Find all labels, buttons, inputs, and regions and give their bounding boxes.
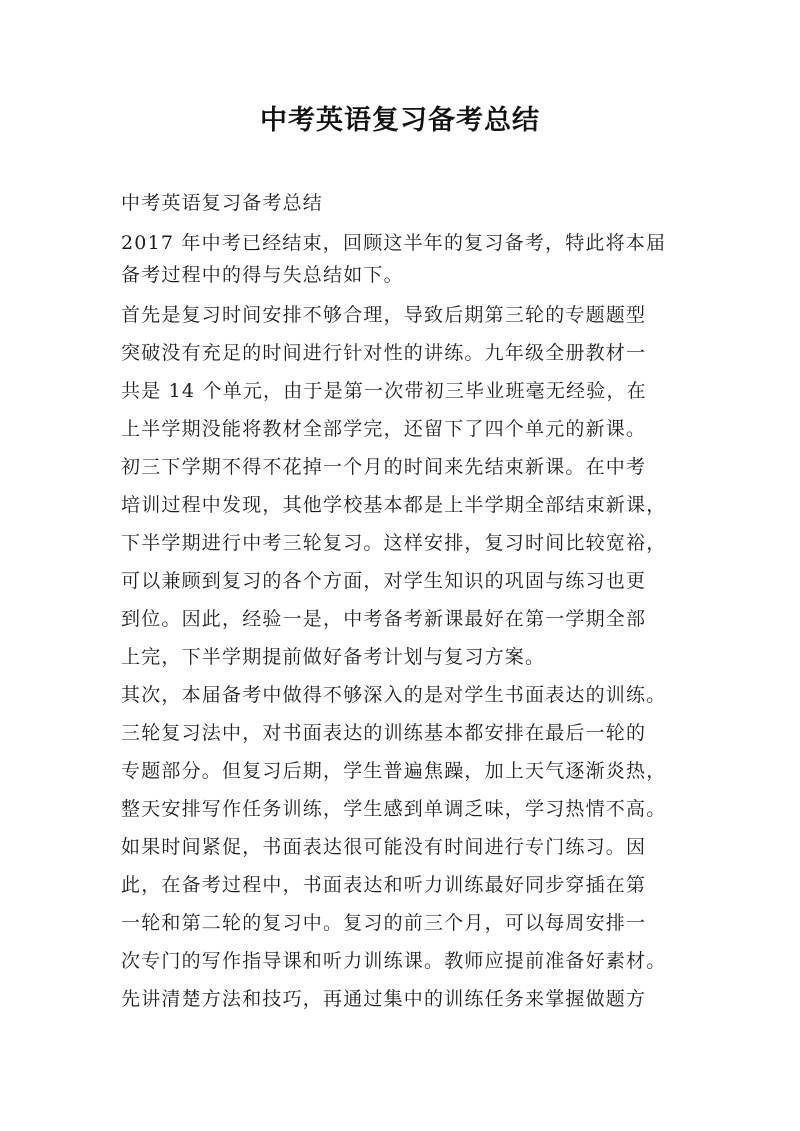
body-line: 如果时间紧促，书面表达很可能没有时间进行专门练习。因 [121, 836, 647, 858]
body-line: 备考过程中的得与失总结如下。 [121, 264, 404, 286]
body-line: 下半学期进行中考三轮复习。这样安排，复习时间比较宽裕， [121, 532, 667, 554]
body-line: 一轮和第二轮的复习中。复习的前三个月，可以每周安排一 [121, 912, 647, 934]
body-line: 次专门的写作指导课和听力训练课。教师应提前准备好素材。 [121, 950, 667, 972]
body-line: 上完，下半学期提前做好备考计划与复习方案。 [121, 646, 546, 668]
body-line: 到位。因此，经验一是，中考备考新课最好在第一学期全部 [121, 608, 647, 630]
body-line: 初三下学期不得不花掉一个月的时间来先结束新课。在中考 [121, 456, 647, 478]
body-line: 首先是复习时间安排不够合理，导致后期第三轮的专题题型 [121, 304, 647, 326]
body-line: 三轮复习法中，对书面表达的训练基本都安排在最后一轮的 [121, 722, 647, 744]
body-line: 专题部分。但复习后期，学生普遍焦躁，加上天气逐渐炎热， [121, 760, 667, 782]
body-line: 共是 14 个单元，由于是第一次带初三毕业班毫无经验，在 [121, 380, 647, 402]
body-line: 培训过程中发现，其他学校基本都是上半学期全部结束新课， [121, 494, 667, 516]
body-line: 突破没有充足的时间进行针对性的讲练。九年级全册教材一 [121, 342, 647, 364]
body-line: 可以兼顾到复习的各个方面，对学生知识的巩固与练习也更 [121, 570, 647, 592]
document-title: 中考英语复习备考总结 [260, 105, 540, 136]
body-line: 此，在备考过程中，书面表达和听力训练最好同步穿插在第 [121, 874, 647, 896]
body-line: 上半学期没能将教材全部学完，还留下了四个单元的新课。 [121, 418, 647, 440]
body-line: 先讲清楚方法和技巧，再通过集中的训练任务来掌握做题方 [121, 988, 647, 1010]
body-line: 整天安排写作任务训练，学生感到单调乏味，学习热情不高。 [121, 798, 667, 820]
body-line: 中考英语复习备考总结 [121, 192, 324, 214]
body-line: 2017 年中考已经结束，回顾这半年的复习备考，特此将本届 [121, 232, 667, 254]
body-line: 其次，本届备考中做得不够深入的是对学生书面表达的训练。 [121, 684, 667, 706]
